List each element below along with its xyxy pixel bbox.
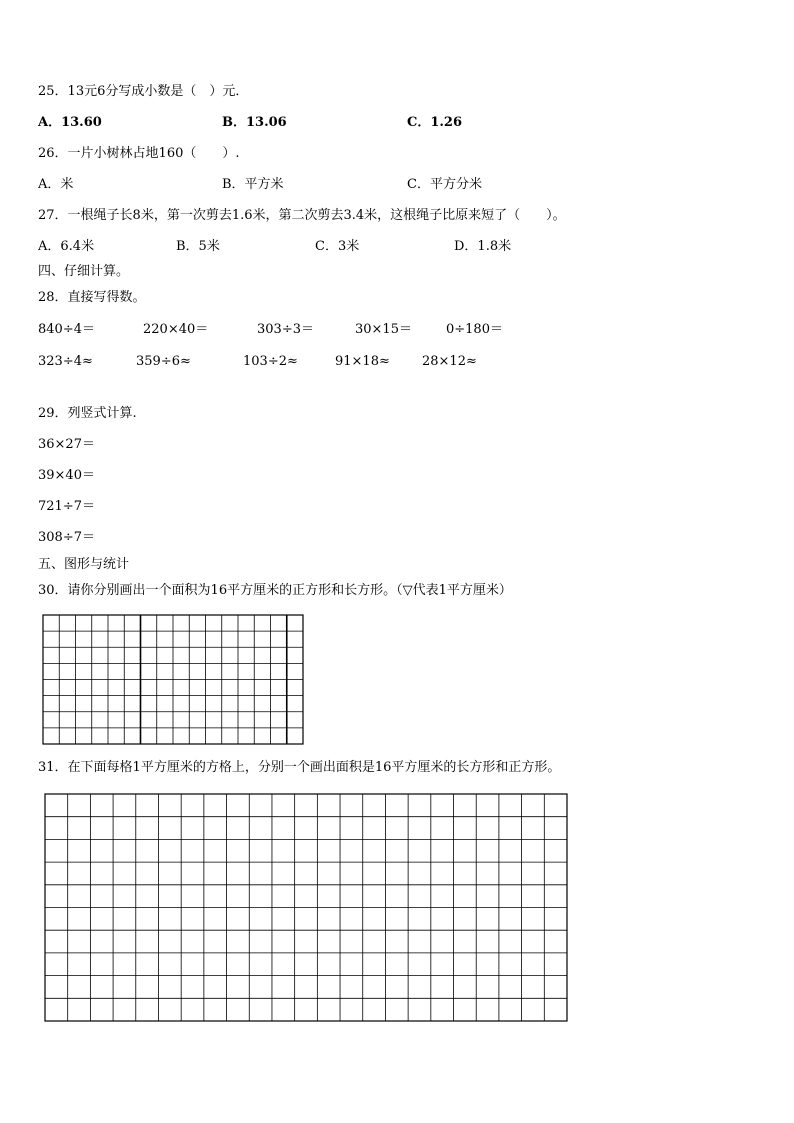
q29-item-3: 721÷7＝ (38, 499, 95, 514)
q30-grid[interactable] (42, 614, 304, 745)
q28-r2-c2: 359÷6≈ (136, 354, 191, 369)
q30-stem: 30．请你分别画出一个面积为16平方厘米的正方形和长方形。（▽代表1平方厘米） (38, 583, 512, 598)
q26-stem: 26．一片小树林占地160（ ）. (38, 146, 240, 161)
q28-r2-c3: 103÷2≈ (243, 354, 298, 369)
q25-option-a[interactable]: A．13.60 (38, 115, 102, 130)
q28-r2-c5: 28×12≈ (422, 354, 477, 369)
q29-stem: 29．列竖式计算. (38, 406, 137, 421)
q28-r1-c2: 220×40＝ (143, 322, 209, 337)
q28-r1-c3: 303÷3＝ (257, 322, 314, 337)
q29-item-1: 36×27＝ (38, 437, 95, 452)
q28-stem: 28．直接写得数。 (38, 290, 146, 305)
q26-option-a[interactable]: A．米 (38, 177, 74, 192)
q27-option-d[interactable]: D．1.8米 (454, 239, 512, 254)
q25-option-b[interactable]: B．13.06 (222, 115, 287, 130)
q27-option-c[interactable]: C．3米 (315, 239, 360, 254)
q28-r1-c1: 840÷4＝ (38, 322, 95, 337)
q28-r1-c4: 30×15＝ (355, 322, 412, 337)
q25-stem: 25．13元6分写成小数是（ ）元． (38, 84, 249, 99)
q31-stem: 31．在下面每格1平方厘米的方格上，分别一个画出面积是16平方厘米的长方形和正方形。 (38, 760, 561, 775)
q28-r2-c4: 91×18≈ (335, 354, 390, 369)
section-4-heading: 四、仔细计算。 (38, 264, 130, 279)
q29-item-2: 39×40＝ (38, 468, 95, 483)
q28-r2-c1: 323÷4≈ (38, 354, 93, 369)
q28-r1-c5: 0÷180＝ (446, 322, 503, 337)
q31-grid[interactable] (44, 793, 568, 1022)
q26-option-b[interactable]: B．平方米 (222, 177, 284, 192)
section-5-heading: 五、图形与统计 (38, 557, 130, 572)
q25-option-c[interactable]: C．1.26 (407, 115, 463, 130)
q27-stem: 27．一根绳子长8米，第一次剪去1.6米，第二次剪去3.4米，这根绳子比原来短了（ ）。 (38, 208, 566, 223)
q27-option-b[interactable]: B．5米 (176, 239, 220, 254)
q29-item-4: 308÷7＝ (38, 530, 95, 545)
q27-option-a[interactable]: A．6.4米 (38, 239, 95, 254)
q26-option-c[interactable]: C．平方分米 (407, 177, 482, 192)
